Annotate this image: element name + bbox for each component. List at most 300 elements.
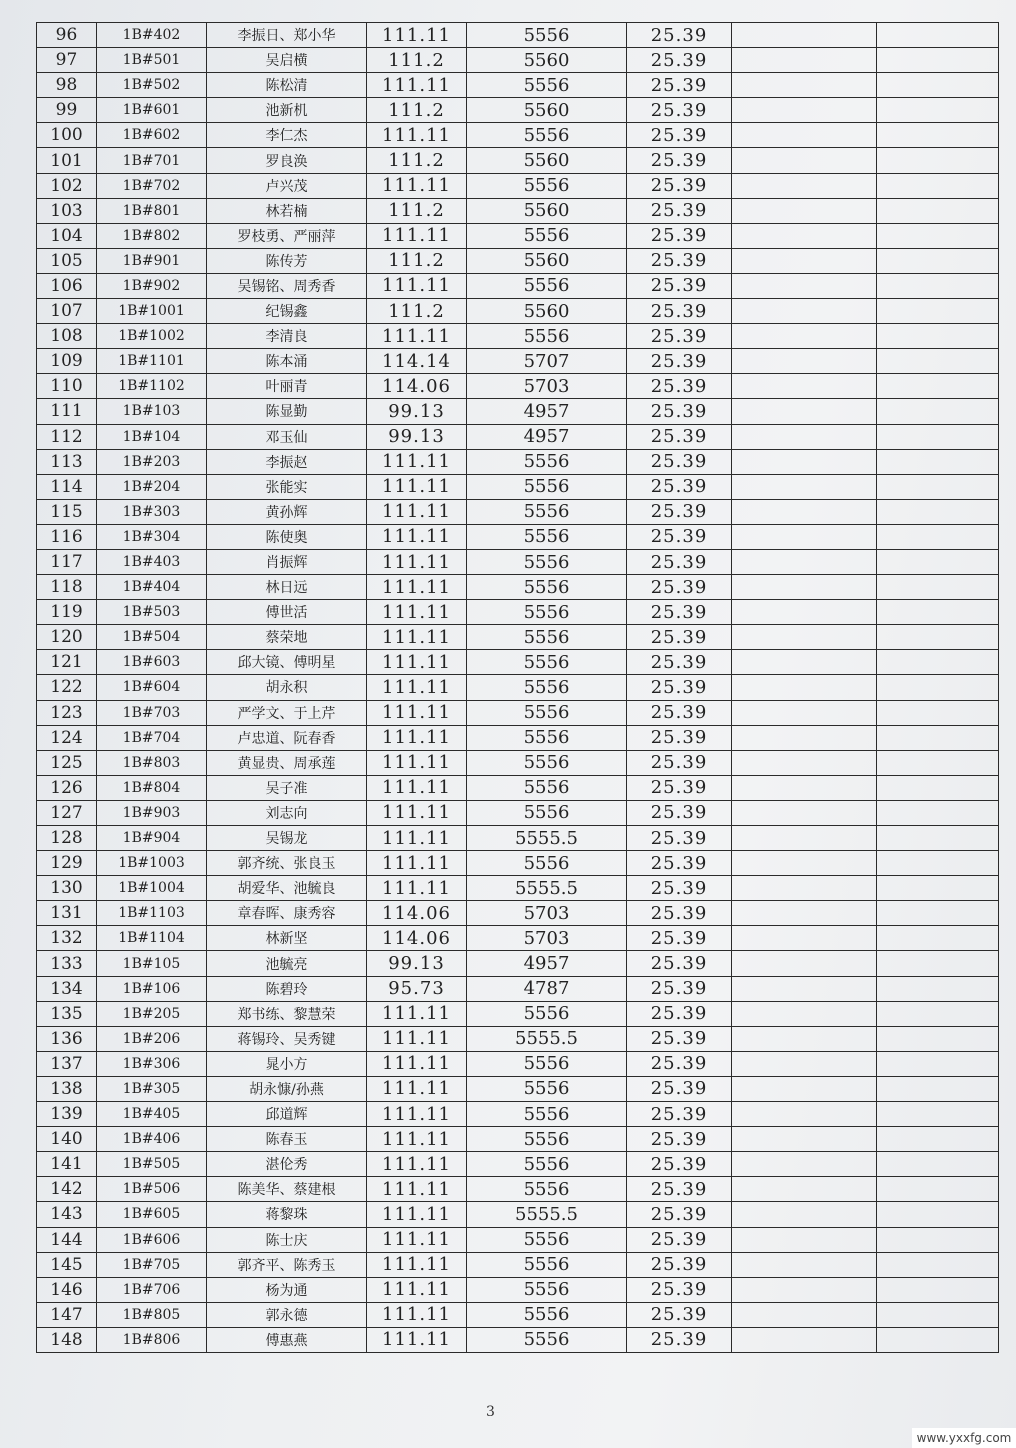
blank-cell xyxy=(732,1302,877,1327)
price-cell: 5556 xyxy=(467,625,627,650)
area-cell: 111.11 xyxy=(367,1127,467,1152)
owner-name-cell: 林新坚 xyxy=(207,926,367,951)
row-number-cell: 107 xyxy=(37,299,97,324)
price-cell: 5703 xyxy=(467,374,627,399)
blank-cell xyxy=(732,549,877,574)
blank-cell xyxy=(732,374,877,399)
blank-cell xyxy=(877,173,999,198)
room-number-cell: 1B#604 xyxy=(97,675,207,700)
owner-name-cell: 吴子准 xyxy=(207,775,367,800)
row-number-cell: 110 xyxy=(37,374,97,399)
room-number-cell: 1B#605 xyxy=(97,1202,207,1227)
price-cell: 5560 xyxy=(467,148,627,173)
rate-cell: 25.39 xyxy=(627,625,732,650)
rate-cell: 25.39 xyxy=(627,424,732,449)
area-cell: 111.11 xyxy=(367,625,467,650)
row-number-cell: 146 xyxy=(37,1277,97,1302)
room-number-cell: 1B#1004 xyxy=(97,876,207,901)
rate-cell: 25.39 xyxy=(627,650,732,675)
row-number-cell: 145 xyxy=(37,1252,97,1277)
blank-cell xyxy=(877,499,999,524)
area-cell: 111.11 xyxy=(367,650,467,675)
owner-name-cell: 湛伦秀 xyxy=(207,1152,367,1177)
owner-name-cell: 邱大镜、傅明星 xyxy=(207,650,367,675)
price-cell: 5560 xyxy=(467,299,627,324)
area-cell: 111.11 xyxy=(367,499,467,524)
blank-cell xyxy=(877,1177,999,1202)
rate-cell: 25.39 xyxy=(627,1127,732,1152)
room-number-cell: 1B#806 xyxy=(97,1327,207,1352)
price-cell: 4957 xyxy=(467,951,627,976)
blank-cell xyxy=(732,1001,877,1026)
blank-cell xyxy=(877,901,999,926)
price-cell: 5556 xyxy=(467,600,627,625)
rate-cell: 25.39 xyxy=(627,675,732,700)
blank-cell xyxy=(877,524,999,549)
owner-name-cell: 傅惠燕 xyxy=(207,1327,367,1352)
price-cell: 5556 xyxy=(467,1127,627,1152)
owner-name-cell: 郭齐平、陈秀玉 xyxy=(207,1252,367,1277)
row-number-cell: 114 xyxy=(37,474,97,499)
table-row xyxy=(37,499,999,524)
row-number-cell: 138 xyxy=(37,1076,97,1101)
area-cell: 111.2 xyxy=(367,98,467,123)
area-cell: 99.13 xyxy=(367,951,467,976)
row-number-cell: 99 xyxy=(37,98,97,123)
table-row xyxy=(37,299,999,324)
row-number-cell: 117 xyxy=(37,549,97,574)
owner-name-cell: 郭齐统、张良玉 xyxy=(207,851,367,876)
area-cell: 114.14 xyxy=(367,349,467,374)
table-row xyxy=(37,625,999,650)
area-cell: 111.2 xyxy=(367,248,467,273)
blank-cell xyxy=(877,750,999,775)
blank-cell xyxy=(877,1102,999,1127)
owner-name-cell: 陈美华、蔡建根 xyxy=(207,1177,367,1202)
row-number-cell: 98 xyxy=(37,73,97,98)
blank-cell xyxy=(732,826,877,851)
rate-cell: 25.39 xyxy=(627,324,732,349)
rate-cell: 25.39 xyxy=(627,374,732,399)
room-number-cell: 1B#106 xyxy=(97,976,207,1001)
row-number-cell: 116 xyxy=(37,524,97,549)
blank-cell xyxy=(732,976,877,1001)
rate-cell: 25.39 xyxy=(627,524,732,549)
rate-cell: 25.39 xyxy=(627,1152,732,1177)
room-number-cell: 1B#903 xyxy=(97,800,207,825)
table-row xyxy=(37,148,999,173)
room-number-cell: 1B#1003 xyxy=(97,851,207,876)
table-row xyxy=(37,1051,999,1076)
price-cell: 5556 xyxy=(467,273,627,298)
owner-name-cell: 池新机 xyxy=(207,98,367,123)
rate-cell: 25.39 xyxy=(627,223,732,248)
price-cell: 5556 xyxy=(467,800,627,825)
room-number-cell: 1B#805 xyxy=(97,1302,207,1327)
blank-cell xyxy=(732,750,877,775)
rate-cell: 25.39 xyxy=(627,98,732,123)
blank-cell xyxy=(877,1001,999,1026)
rate-cell: 25.39 xyxy=(627,123,732,148)
owner-name-cell: 罗良涣 xyxy=(207,148,367,173)
price-cell: 5556 xyxy=(467,675,627,700)
rate-cell: 25.39 xyxy=(627,976,732,1001)
price-cell: 5556 xyxy=(467,549,627,574)
room-number-cell: 1B#203 xyxy=(97,449,207,474)
room-number-cell: 1B#206 xyxy=(97,1026,207,1051)
owner-name-cell: 陈使奥 xyxy=(207,524,367,549)
rate-cell: 25.39 xyxy=(627,876,732,901)
table-row xyxy=(37,23,999,48)
price-cell: 5556 xyxy=(467,449,627,474)
blank-cell xyxy=(877,273,999,298)
blank-cell xyxy=(877,876,999,901)
room-number-cell: 1B#904 xyxy=(97,826,207,851)
area-cell: 111.11 xyxy=(367,1152,467,1177)
blank-cell xyxy=(877,1127,999,1152)
price-cell: 5556 xyxy=(467,1252,627,1277)
blank-cell xyxy=(877,1202,999,1227)
row-number-cell: 123 xyxy=(37,700,97,725)
area-cell: 111.11 xyxy=(367,474,467,499)
row-number-cell: 126 xyxy=(37,775,97,800)
price-cell: 5556 xyxy=(467,575,627,600)
row-number-cell: 109 xyxy=(37,349,97,374)
blank-cell xyxy=(732,725,877,750)
row-number-cell: 106 xyxy=(37,273,97,298)
price-cell: 5556 xyxy=(467,524,627,549)
price-cell: 5556 xyxy=(467,700,627,725)
table-row xyxy=(37,851,999,876)
blank-cell xyxy=(877,951,999,976)
rate-cell: 25.39 xyxy=(627,248,732,273)
owner-name-cell: 池毓亮 xyxy=(207,951,367,976)
page-number: 3 xyxy=(486,1404,495,1420)
area-cell: 111.11 xyxy=(367,700,467,725)
area-cell: 111.11 xyxy=(367,826,467,851)
owner-name-cell: 邱道辉 xyxy=(207,1102,367,1127)
blank-cell xyxy=(877,625,999,650)
rate-cell: 25.39 xyxy=(627,1102,732,1127)
price-cell: 4957 xyxy=(467,399,627,424)
room-number-cell: 1B#701 xyxy=(97,148,207,173)
blank-cell xyxy=(732,173,877,198)
table-row xyxy=(37,1302,999,1327)
rate-cell: 25.39 xyxy=(627,775,732,800)
area-cell: 111.11 xyxy=(367,1177,467,1202)
row-number-cell: 134 xyxy=(37,976,97,1001)
owner-name-cell: 蔡荣地 xyxy=(207,625,367,650)
area-cell: 111.11 xyxy=(367,675,467,700)
price-cell: 5556 xyxy=(467,851,627,876)
owner-name-cell: 陈传芳 xyxy=(207,248,367,273)
rate-cell: 25.39 xyxy=(627,750,732,775)
price-cell: 5556 xyxy=(467,1001,627,1026)
area-cell: 95.73 xyxy=(367,976,467,1001)
area-cell: 111.11 xyxy=(367,23,467,48)
row-number-cell: 108 xyxy=(37,324,97,349)
price-cell: 5703 xyxy=(467,926,627,951)
room-number-cell: 1B#1104 xyxy=(97,926,207,951)
blank-cell xyxy=(877,700,999,725)
blank-cell xyxy=(877,725,999,750)
blank-cell xyxy=(877,374,999,399)
table-row xyxy=(37,474,999,499)
rate-cell: 25.39 xyxy=(627,1001,732,1026)
room-number-cell: 1B#406 xyxy=(97,1127,207,1152)
area-cell: 111.11 xyxy=(367,73,467,98)
row-number-cell: 143 xyxy=(37,1202,97,1227)
room-number-cell: 1B#705 xyxy=(97,1252,207,1277)
blank-cell xyxy=(877,650,999,675)
price-cell: 5556 xyxy=(467,1302,627,1327)
area-cell: 111.2 xyxy=(367,148,467,173)
area-cell: 111.11 xyxy=(367,1001,467,1026)
price-cell: 4787 xyxy=(467,976,627,1001)
room-number-cell: 1B#405 xyxy=(97,1102,207,1127)
blank-cell xyxy=(877,48,999,73)
blank-cell xyxy=(877,775,999,800)
table-row xyxy=(37,951,999,976)
blank-cell xyxy=(877,1302,999,1327)
rate-cell: 25.39 xyxy=(627,926,732,951)
row-number-cell: 136 xyxy=(37,1026,97,1051)
area-cell: 111.2 xyxy=(367,48,467,73)
blank-cell xyxy=(877,1076,999,1101)
price-cell: 5703 xyxy=(467,901,627,926)
owner-name-cell: 蒋黎珠 xyxy=(207,1202,367,1227)
owner-name-cell: 李振日、郑小华 xyxy=(207,23,367,48)
blank-cell xyxy=(877,73,999,98)
table-row xyxy=(37,399,999,424)
blank-cell xyxy=(877,449,999,474)
row-number-cell: 101 xyxy=(37,148,97,173)
rate-cell: 25.39 xyxy=(627,1076,732,1101)
area-cell: 114.06 xyxy=(367,901,467,926)
owner-name-cell: 章春晖、康秀容 xyxy=(207,901,367,926)
owner-name-cell: 叶丽青 xyxy=(207,374,367,399)
rate-cell: 25.39 xyxy=(627,173,732,198)
row-number-cell: 104 xyxy=(37,223,97,248)
blank-cell xyxy=(732,299,877,324)
table-row xyxy=(37,349,999,374)
blank-cell xyxy=(877,600,999,625)
blank-cell xyxy=(732,524,877,549)
owner-name-cell: 林若楠 xyxy=(207,198,367,223)
rate-cell: 25.39 xyxy=(627,1302,732,1327)
table-row xyxy=(37,600,999,625)
rate-cell: 25.39 xyxy=(627,1277,732,1302)
room-number-cell: 1B#105 xyxy=(97,951,207,976)
blank-cell xyxy=(732,1252,877,1277)
blank-cell xyxy=(732,1202,877,1227)
table-row xyxy=(37,524,999,549)
table-row xyxy=(37,725,999,750)
blank-cell xyxy=(732,223,877,248)
room-number-cell: 1B#103 xyxy=(97,399,207,424)
area-cell: 111.11 xyxy=(367,725,467,750)
blank-cell xyxy=(732,775,877,800)
price-cell: 5560 xyxy=(467,248,627,273)
blank-cell xyxy=(877,349,999,374)
owner-name-cell: 陈士庆 xyxy=(207,1227,367,1252)
table-row xyxy=(37,273,999,298)
table-row xyxy=(37,1202,999,1227)
area-cell: 111.11 xyxy=(367,1051,467,1076)
area-cell: 111.11 xyxy=(367,775,467,800)
table-row xyxy=(37,223,999,248)
room-number-cell: 1B#804 xyxy=(97,775,207,800)
table-row xyxy=(37,123,999,148)
room-number-cell: 1B#803 xyxy=(97,750,207,775)
blank-cell xyxy=(732,349,877,374)
blank-cell xyxy=(877,248,999,273)
row-number-cell: 140 xyxy=(37,1127,97,1152)
room-number-cell: 1B#403 xyxy=(97,549,207,574)
rate-cell: 25.39 xyxy=(627,1252,732,1277)
price-cell: 5707 xyxy=(467,349,627,374)
price-cell: 5555.5 xyxy=(467,876,627,901)
area-cell: 111.11 xyxy=(367,575,467,600)
blank-cell xyxy=(877,474,999,499)
table-row xyxy=(37,1152,999,1177)
blank-cell xyxy=(732,1051,877,1076)
rate-cell: 25.39 xyxy=(627,600,732,625)
rate-cell: 25.39 xyxy=(627,1327,732,1352)
row-number-cell: 127 xyxy=(37,800,97,825)
room-number-cell: 1B#504 xyxy=(97,625,207,650)
rate-cell: 25.39 xyxy=(627,499,732,524)
rate-cell: 25.39 xyxy=(627,474,732,499)
owner-name-cell: 胡永慷/孙燕 xyxy=(207,1076,367,1101)
blank-cell xyxy=(732,98,877,123)
price-cell: 5555.5 xyxy=(467,1026,627,1051)
blank-cell xyxy=(877,549,999,574)
table-row xyxy=(37,324,999,349)
rate-cell: 25.39 xyxy=(627,299,732,324)
area-cell: 111.11 xyxy=(367,123,467,148)
price-cell: 5556 xyxy=(467,1227,627,1252)
row-number-cell: 125 xyxy=(37,750,97,775)
rate-cell: 25.39 xyxy=(627,449,732,474)
blank-cell xyxy=(732,1327,877,1352)
table-row xyxy=(37,1026,999,1051)
blank-cell xyxy=(732,23,877,48)
blank-cell xyxy=(877,399,999,424)
area-cell: 111.11 xyxy=(367,851,467,876)
owner-name-cell: 张能实 xyxy=(207,474,367,499)
owner-name-cell: 黄孙辉 xyxy=(207,499,367,524)
row-number-cell: 122 xyxy=(37,675,97,700)
rate-cell: 25.39 xyxy=(627,725,732,750)
row-number-cell: 133 xyxy=(37,951,97,976)
room-number-cell: 1B#304 xyxy=(97,524,207,549)
area-cell: 111.11 xyxy=(367,324,467,349)
room-number-cell: 1B#801 xyxy=(97,198,207,223)
room-number-cell: 1B#704 xyxy=(97,725,207,750)
blank-cell xyxy=(877,148,999,173)
owner-name-cell: 傅世活 xyxy=(207,600,367,625)
owner-name-cell: 蒋锡玲、吴秀键 xyxy=(207,1026,367,1051)
table-row xyxy=(37,549,999,574)
room-number-cell: 1B#606 xyxy=(97,1227,207,1252)
table-row xyxy=(37,650,999,675)
price-cell: 5556 xyxy=(467,223,627,248)
owner-name-cell: 陈本涌 xyxy=(207,349,367,374)
blank-cell xyxy=(877,826,999,851)
room-number-cell: 1B#501 xyxy=(97,48,207,73)
owner-name-cell: 纪锡鑫 xyxy=(207,299,367,324)
rate-cell: 25.39 xyxy=(627,48,732,73)
row-number-cell: 144 xyxy=(37,1227,97,1252)
room-number-cell: 1B#703 xyxy=(97,700,207,725)
row-number-cell: 121 xyxy=(37,650,97,675)
ledger-body xyxy=(37,23,999,1353)
owner-name-cell: 吴启横 xyxy=(207,48,367,73)
owner-name-cell: 郑书练、黎慧荣 xyxy=(207,1001,367,1026)
blank-cell xyxy=(732,148,877,173)
owner-name-cell: 林日远 xyxy=(207,575,367,600)
blank-cell xyxy=(877,1327,999,1352)
rate-cell: 25.39 xyxy=(627,1227,732,1252)
room-number-cell: 1B#505 xyxy=(97,1152,207,1177)
table-row xyxy=(37,48,999,73)
rate-cell: 25.39 xyxy=(627,549,732,574)
blank-cell xyxy=(732,800,877,825)
table-row xyxy=(37,1252,999,1277)
blank-cell xyxy=(732,901,877,926)
area-cell: 111.2 xyxy=(367,299,467,324)
blank-cell xyxy=(877,1152,999,1177)
row-number-cell: 113 xyxy=(37,449,97,474)
owner-name-cell: 杨为通 xyxy=(207,1277,367,1302)
owner-name-cell: 晁小方 xyxy=(207,1051,367,1076)
blank-cell xyxy=(732,399,877,424)
blank-cell xyxy=(732,73,877,98)
rate-cell: 25.39 xyxy=(627,1202,732,1227)
rate-cell: 25.39 xyxy=(627,901,732,926)
price-cell: 5556 xyxy=(467,474,627,499)
blank-cell xyxy=(877,424,999,449)
owner-name-cell: 郭永德 xyxy=(207,1302,367,1327)
owner-name-cell: 吴锡铭、周秀香 xyxy=(207,273,367,298)
room-number-cell: 1B#404 xyxy=(97,575,207,600)
price-cell: 5556 xyxy=(467,750,627,775)
room-number-cell: 1B#602 xyxy=(97,123,207,148)
table-row xyxy=(37,876,999,901)
housing-ledger-table xyxy=(36,22,999,1353)
table-row xyxy=(37,926,999,951)
price-cell: 4957 xyxy=(467,424,627,449)
rate-cell: 25.39 xyxy=(627,23,732,48)
rate-cell: 25.39 xyxy=(627,1026,732,1051)
blank-cell xyxy=(732,876,877,901)
blank-cell xyxy=(877,23,999,48)
area-cell: 99.13 xyxy=(367,399,467,424)
area-cell: 111.11 xyxy=(367,273,467,298)
rate-cell: 25.39 xyxy=(627,851,732,876)
row-number-cell: 132 xyxy=(37,926,97,951)
row-number-cell: 105 xyxy=(37,248,97,273)
room-number-cell: 1B#506 xyxy=(97,1177,207,1202)
area-cell: 111.11 xyxy=(367,173,467,198)
table-row xyxy=(37,1177,999,1202)
blank-cell xyxy=(877,98,999,123)
room-number-cell: 1B#1101 xyxy=(97,349,207,374)
price-cell: 5556 xyxy=(467,73,627,98)
blank-cell xyxy=(877,575,999,600)
area-cell: 111.11 xyxy=(367,600,467,625)
